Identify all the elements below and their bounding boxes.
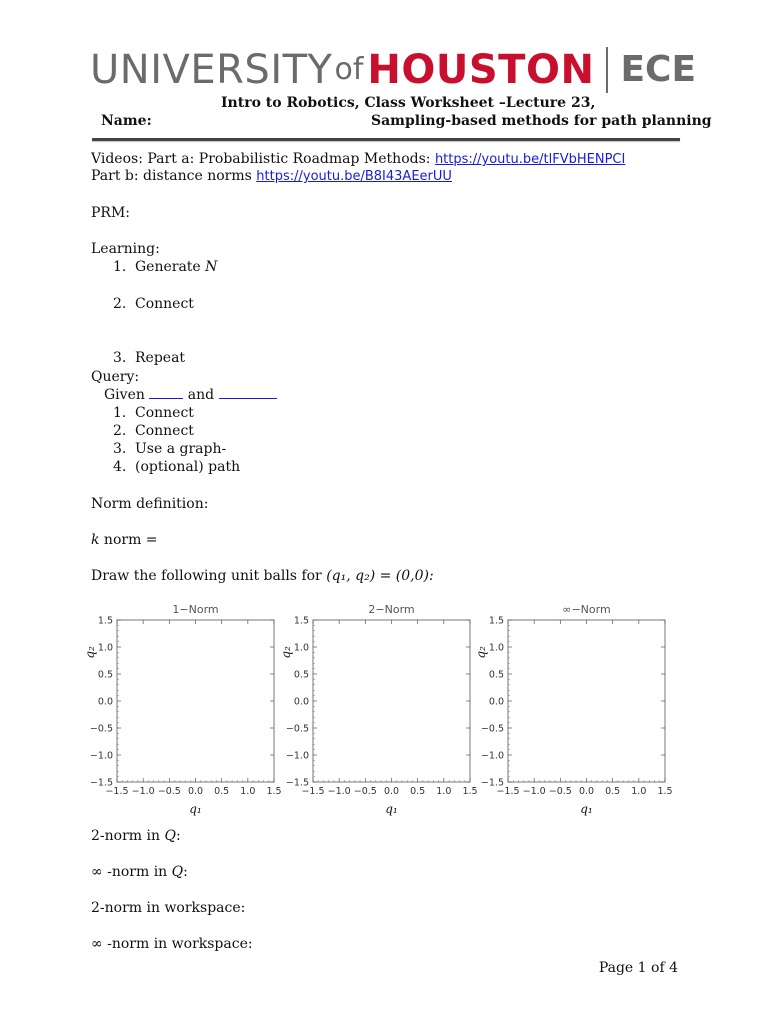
videos-prefix: Videos: Part a: Probabilistic Roadmap Methods:	[91, 151, 435, 167]
y-tick-label: 0.0	[97, 696, 113, 708]
y-tick-label: −1.0	[480, 750, 504, 762]
x-tick-label: −1.5	[496, 786, 520, 797]
logo-houston-text: HOUSTON	[367, 47, 595, 93]
query-item-2	[113, 422, 194, 440]
video-link-part-a[interactable]: https://youtu.be/tlFVbHENPCI	[434, 152, 626, 167]
logo-divider	[606, 47, 608, 93]
worksheet-subtitle: Sampling-based methods for path planning	[371, 113, 712, 129]
y-tick-label: 0.5	[97, 669, 113, 681]
blank-goal[interactable]	[219, 386, 277, 399]
blank-start[interactable]	[149, 386, 183, 399]
page-number: Page 1 of 4	[598, 960, 678, 976]
y-tick-label: 1.5	[293, 615, 309, 627]
learning-item-1	[113, 258, 217, 276]
plot-2-norm	[279, 600, 478, 828]
list-number: 2.	[113, 296, 127, 312]
plot-title: 2−Norm	[368, 603, 415, 616]
x-tick-label: −0.5	[157, 786, 181, 797]
y-tick-label: 1.0	[488, 642, 504, 654]
query-item-1	[113, 404, 194, 422]
plot-inf-norm	[474, 600, 673, 828]
list-number: 2.	[113, 423, 127, 439]
y-axis-label: q₂	[474, 646, 488, 659]
x-tick-label: 1.0	[436, 786, 452, 797]
norm-definition-label: Norm definition:	[91, 496, 209, 512]
plot-1-norm-svg	[83, 600, 282, 828]
draw-instruction	[91, 567, 434, 585]
x-tick-label: 1.0	[240, 786, 256, 797]
y-tick-label: −1.0	[89, 750, 113, 762]
learning-label: Learning:	[91, 241, 160, 257]
university-logo	[90, 46, 696, 94]
question-infnorm-text: ∞ -norm in	[91, 864, 172, 880]
query-item-2-text: Connect	[135, 423, 194, 439]
question-2norm-workspace: 2-norm in workspace:	[91, 900, 246, 916]
plot-1-norm	[83, 600, 282, 828]
draw-prefix: Draw the following unit balls for	[91, 568, 327, 584]
learning-item-2-text: Connect	[135, 296, 194, 312]
question-infnorm-workspace: ∞ -norm in workspace:	[91, 936, 253, 952]
x-tick-label: 0.5	[605, 786, 621, 797]
y-tick-label: 0.0	[488, 696, 504, 708]
var-q: Q	[171, 864, 184, 880]
plot-frame	[508, 620, 665, 782]
query-item-3	[113, 440, 226, 458]
x-tick-label: 0.0	[383, 786, 400, 797]
y-tick-label: −1.0	[285, 750, 309, 762]
colon: :	[183, 864, 188, 880]
y-tick-label: 1.0	[97, 642, 113, 654]
var-k: k	[91, 532, 100, 548]
prm-label: PRM:	[91, 205, 131, 221]
logo-university-text: UNIVERSITY	[90, 47, 333, 93]
query-item-4-text: (optional) path	[135, 459, 241, 475]
x-tick-label: −1.5	[105, 786, 129, 797]
videos-part-b-prefix: Part b: distance norms	[91, 168, 257, 184]
y-axis-label: q₂	[83, 646, 97, 659]
y-tick-label: −1.5	[285, 777, 309, 789]
query-given-line	[104, 386, 277, 404]
name-label: Name:	[101, 113, 152, 129]
question-2norm-q	[91, 827, 181, 845]
x-tick-label: −1.0	[327, 786, 351, 797]
videos-line-2	[91, 167, 452, 186]
x-axis-label: q₁	[385, 802, 398, 816]
y-tick-label: 1.5	[488, 615, 504, 627]
var-n: N	[205, 259, 218, 275]
x-tick-label: 0.5	[214, 786, 230, 797]
k-norm-text: norm =	[99, 532, 158, 548]
plot-2-norm-svg	[279, 600, 478, 828]
y-tick-label: 0.5	[488, 669, 504, 681]
x-axis-label: q₁	[189, 802, 202, 816]
learning-item-2	[113, 295, 194, 313]
colon: :	[175, 828, 181, 844]
x-tick-label: −0.5	[353, 786, 377, 797]
list-number: 1.	[113, 259, 127, 275]
plot-title: ∞−Norm	[562, 603, 611, 616]
k-norm-line	[91, 531, 158, 549]
y-tick-label: −1.5	[89, 777, 113, 789]
y-tick-label: 0.5	[293, 669, 309, 681]
x-tick-label: 1.5	[657, 786, 673, 797]
x-tick-label: 0.5	[410, 786, 426, 797]
list-number: 3.	[113, 350, 127, 366]
y-tick-label: −0.5	[480, 723, 504, 735]
header-rule	[92, 138, 680, 141]
query-item-1-text: Connect	[135, 405, 194, 421]
list-number: 3.	[113, 441, 127, 457]
x-tick-label: 1.5	[266, 786, 282, 797]
plot-title: 1−Norm	[172, 603, 219, 616]
plot-inf-norm-svg	[474, 600, 673, 828]
plot-frame	[313, 620, 470, 782]
x-tick-label: −1.0	[131, 786, 155, 797]
list-number: 1.	[113, 405, 127, 421]
y-tick-label: 0.0	[293, 696, 309, 708]
y-tick-label: 1.0	[293, 642, 309, 654]
x-axis-label: q₁	[580, 802, 593, 816]
worksheet-title: Intro to Robotics, Class Worksheet –Lecture 23,	[221, 95, 596, 111]
query-label: Query:	[91, 369, 140, 385]
x-tick-label: 1.0	[631, 786, 647, 797]
y-tick-label: −0.5	[285, 723, 309, 735]
logo-ece-text: ECE	[620, 49, 697, 90]
y-tick-label: 1.5	[97, 615, 113, 627]
y-tick-label: −0.5	[89, 723, 113, 735]
var-q: Q	[164, 828, 176, 844]
video-link-part-b[interactable]: https://youtu.be/B8I43AEerUU	[256, 169, 452, 184]
x-tick-label: 1.5	[462, 786, 478, 797]
given-text: Given	[104, 387, 145, 403]
learning-item-1-text: Generate	[135, 259, 206, 275]
x-tick-label: −1.5	[301, 786, 325, 797]
learning-item-3-text: Repeat	[135, 350, 186, 366]
x-tick-label: 0.0	[578, 786, 595, 797]
learning-item-3	[113, 349, 185, 367]
question-infnorm-q	[91, 863, 188, 881]
list-number: 4.	[113, 459, 127, 475]
logo-of-text: of	[334, 52, 364, 87]
draw-math: (q₁, q₂) = (0,0):	[326, 568, 434, 584]
question-2norm-text: 2-norm in	[91, 828, 165, 844]
query-item-3-text: Use a graph-	[135, 441, 227, 457]
y-axis-label: q₂	[279, 646, 293, 659]
query-item-4	[113, 458, 240, 476]
x-tick-label: −1.0	[522, 786, 546, 797]
x-tick-label: 0.0	[187, 786, 204, 797]
y-tick-label: −1.5	[480, 777, 504, 789]
plot-frame	[117, 620, 274, 782]
and-text: and	[187, 387, 215, 403]
x-tick-label: −0.5	[548, 786, 572, 797]
